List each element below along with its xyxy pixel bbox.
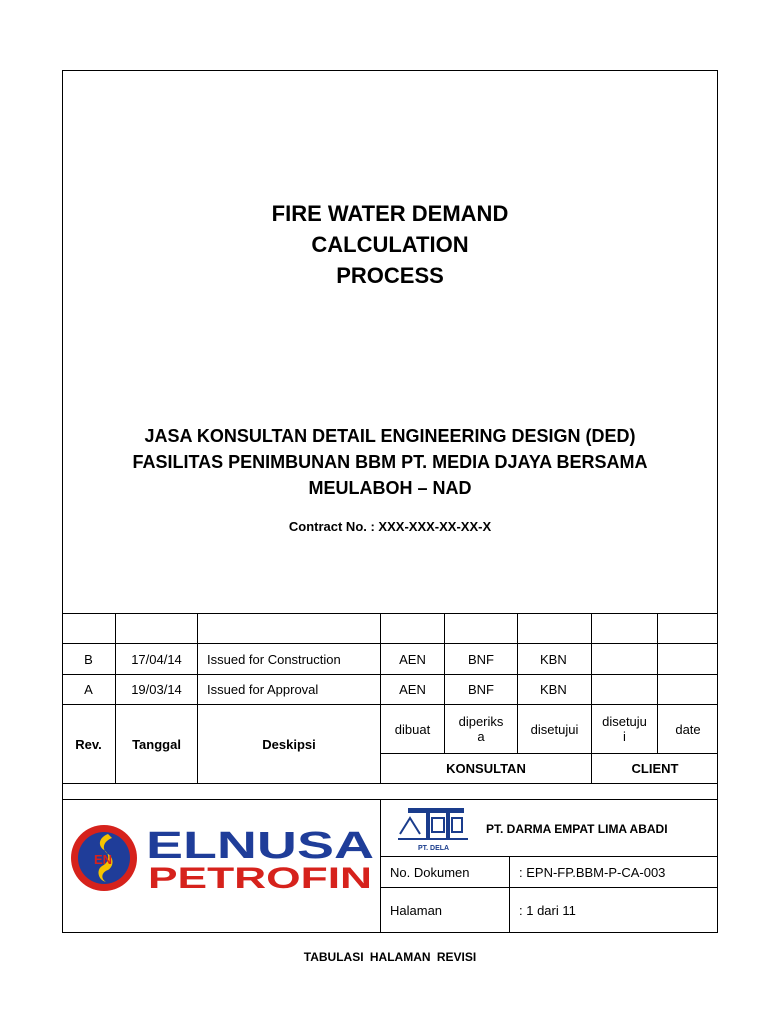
consultant-header: KONSULTAN xyxy=(446,761,526,776)
consultant-company-name: PT. DARMA EMPAT LIMA ABADI xyxy=(486,822,668,836)
approved-by-cell: KBN xyxy=(540,651,567,667)
title-line: CALCULATION xyxy=(311,232,469,257)
description-header: Deskipsi xyxy=(262,736,316,752)
header-line: disetuju xyxy=(602,714,647,729)
client-approved-header xyxy=(592,705,657,753)
client-date-header: date xyxy=(675,721,701,737)
approved-by-header: disetujui xyxy=(530,721,579,737)
logo-initials: EN xyxy=(94,852,113,867)
contract-number: Contract No. : XXX-XXX-XX-XX-X xyxy=(288,519,492,534)
description-cell: Issued for Construction xyxy=(207,651,341,667)
elnusa-petrofin-logo xyxy=(68,822,378,894)
rev-cell: A xyxy=(84,682,93,697)
logo-word-petrofin: PETROFIN xyxy=(148,862,372,894)
checked-by-cell: BNF xyxy=(468,651,494,667)
document-title xyxy=(62,198,718,291)
header-line: a xyxy=(477,729,485,744)
description-cell: Issued for Approval xyxy=(207,682,319,697)
dela-short-name: PT. DELA xyxy=(418,845,450,852)
table-line xyxy=(62,613,718,614)
title-line: FIRE WATER DEMAND xyxy=(271,201,509,226)
document-number-value: : EPN-FP.BBM-P-CA-003 xyxy=(519,864,666,880)
header-line: diperiks xyxy=(458,714,504,729)
document-number-label: No. Dokumen xyxy=(390,864,470,880)
checked-by-cell: BNF xyxy=(468,682,494,697)
checked-by-header xyxy=(445,705,517,753)
rev-header: Rev. xyxy=(75,736,102,752)
page-value: : 1 dari 11 xyxy=(519,903,576,918)
table-line xyxy=(62,783,718,784)
date-header: Tanggal xyxy=(132,736,181,752)
footer-caption: TABULASI HALAMAN REVISI xyxy=(303,950,477,964)
client-header: CLIENT xyxy=(631,761,679,776)
project-line: FASILITAS PENIMBUNAN BBM PT. MEDIA DJAYA BERSAMA xyxy=(132,452,648,472)
made-by-cell: AEN xyxy=(399,682,426,697)
approved-by-cell: KBN xyxy=(540,682,567,697)
made-by-cell: AEN xyxy=(399,651,426,667)
date-cell: 19/03/14 xyxy=(131,682,182,697)
page-label: Halaman xyxy=(390,903,443,918)
dela-logo xyxy=(396,804,470,848)
made-by-header: dibuat xyxy=(394,721,431,737)
header-line: i xyxy=(623,729,626,744)
table-line xyxy=(62,799,718,800)
date-cell: 17/04/14 xyxy=(131,651,182,667)
title-line: PROCESS xyxy=(336,263,444,288)
logo-word-elnusa: ELNUSA xyxy=(146,825,374,867)
project-line: JASA KONSULTAN DETAIL ENGINEERING DESIGN (DED) xyxy=(144,426,636,446)
project-line: MEULABOH – NAD xyxy=(308,478,472,498)
project-title xyxy=(62,423,718,501)
rev-cell: B xyxy=(84,651,93,667)
